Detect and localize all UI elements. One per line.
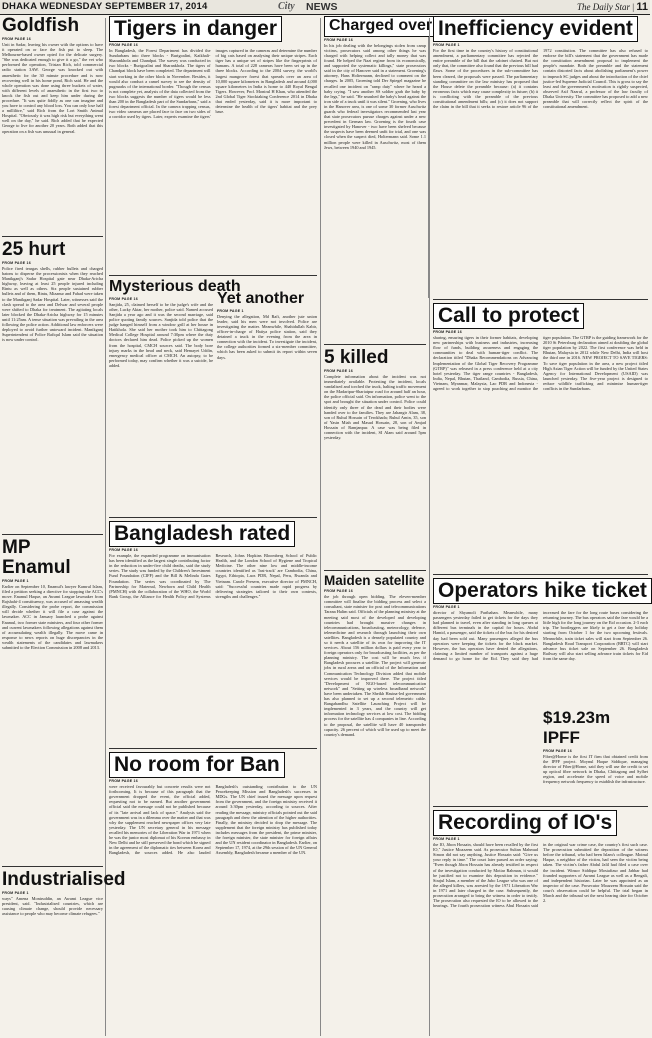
section-name: NEWS (306, 1, 338, 13)
byline: FROM PAGE 16 (324, 589, 353, 594)
article-no-room-for-ban (109, 752, 317, 1036)
article-yet-another (217, 279, 317, 514)
byline: FROM PAGE 16 (543, 749, 572, 753)
article-25-hurt (2, 240, 103, 532)
byline: FROM PAGE 16 (2, 260, 31, 265)
headline: Tigers in danger (109, 16, 282, 42)
article-body: the job through open bidding. The eleven-member committee will finalise the bidding process and select a consultant, state minister for post and telecommunications Tarana Halim said. Officials of the planning ministry at the meeting said most of the developed and developing countries had brought massive changes in telecommunications, broadcasting, meteorology, defence, telemedicine and research through launching their own satellites. Bangladesh is a densely populated country and so it needs a satellite of its own for improving the IT services. About 156 million dollars is paid every year to foreign operators only for broadcasting facilities, as per the planning ministry. The cost will be much less if Bangladesh procures a satellite. The project will generate jobs in rural areas and an official of the Information and Communication Technology Division added that mobile services would be improved there. The project titled "Development of NGO-based telecommunication network" and "Setting up wireless broadband network" have been undertaken. The Sheikh Hasina-led government has also planned to set up a second telemetric cable. Bangabandhu Satellite Launching Project will be implemented in 3 years, and the country will get information technology services at low cost. The bidding process for the satellite has 4 companies in line. According to the proposal, the satellite will have 40 transponder capacity. 26 percent of which will be used up to meet the country's demand. (324, 594, 426, 737)
column-rule (320, 18, 321, 1036)
article-tigers-in-danger (109, 16, 317, 272)
article-call-to-protect (433, 303, 648, 571)
divider (109, 275, 317, 276)
headline: Mysterious death (109, 278, 241, 295)
divider (433, 299, 648, 300)
city-logo: City (278, 1, 295, 12)
article-body: were received favourably but concrete results were not forthcoming. It is because of this paragraph that the government dropped the event, the official added, requesting not to be named. But another government official said the message could not be published because of its "late arrival and lack of space." Analysts said the government was in a dilemma over the matter and that was why the supplement reached newspaper offices very late yesterday. The UN secretary general in his message recalled his memories of the Liberation War in 1971 when he was the junior most diplomat of his Korean embassy in New Delhi and he still preserved the bond which he signed in the agreement of the diplomatic ties between Korea and Bangladesh, the sources added. He also lauded Bangladesh's outstanding contribution to the UN Peacekeeping Mission and Bangladesh's successes in MDGs. The UN chief issued the message upon request from the government, and the foreign ministry received it around 3:30pm yesterday, according to sources. After reading the message, ministry officials pointed out the said paragraph and drew the attention of the higher authorities. Finally, the ministry decided to drop the message. The supplement that the foreign ministry has published today includes messages from the president, the prime minister, the foreign minister, the state minister for foreign affairs and the UN resident coordinator in Bangladesh. Earlier, on September 17, 1974, at the 29th session of the UN General Assembly, Bangladesh became a member of the UN. (109, 784, 317, 856)
byline: FROM PAGE 1 (217, 308, 244, 313)
article-charged-over (324, 16, 433, 341)
divider (324, 344, 426, 345)
article-body: In Bangladesh, the Forest Department has divided the Sundarbans into three blocks - Burigoalini, Kaikhali-Sharankhola and Chandpai. The survey was conducted in two blocks - Burigoalini and Sharankhola. The tigers of Chandpai block have been completed. The department will start working in the other block in November. Besides, it would also conduct a camel survey to see the density of pugmarks of the international border. "Though the census is not complete yet, analysis of the data collected from the two blocks suggests the number of tigers would be less than 200 in the Bangladesh part of the Sundarbans," said a forest department official. In the camera trapping census, two video cameras are placed face to face on two sides of a corridor used by tigers. Later, experts examine the tigers' images captured in the cameras and determine the number of big cats based on analysing their unique stripes. Each tiger has a unique set of stripes like the fingerprints of humans. A total of 228 cameras have been set up in the three blocks. According to the 2004 survey, the world's largest mangrove forest that spreads over an area of 10,000 square kilometres in Bangladesh and around 4,000 square kilometres in India is home to 440 Royal Bengal Tigers. However, Prof. Monirul H Khan, who attended the 2nd Global Tiger Stocktaking Conference 2014 in Dhaka that ended yesterday, said it is more important to determine the health of the tigers' habitat and the prey base. (109, 48, 317, 120)
divider (109, 517, 317, 518)
article-body: Police fired teargas shells, rubber bullets and charged batons to disperse the processionists when they reached Manikganj's Sadar Hospital gate near Dhaka-Aricha highway, leaving at least 25 people injured including Rintu as well as others. Six people sustained rubber bullets and of them, Rintu, Mizanur and Fahad were taken to the Manikganj Sadar Hospital. Later, witnesses said the clash spread to the area and Delwar and several people were shifted to Dhaka for treatment. The agitating locals later blocked the Dhaka-Aricha highway for 15 minutes until 11:25am. A tense situation was prevailing in the area following the police action. Additional law enforcers were deployed to avoid further untoward incident. Manikganj Superintendent of Police Rafiqul Islam said the situation is now under control. (2, 265, 103, 343)
byline: FROM PAGE 1 (433, 605, 460, 610)
article-body: the IO, Jibon Hossain, should have been recalled by the first IO," Justice Moazzem said. As prosecutor Sultan Mahmud Simon did not say anything, Justice Hossain said: "Give us your reply in time." The court later passed an order saying: "Even though Jibon Hossain has already testified in respect of the investigation conducted by Motiar Rahman, it would be justified not to examine this deposition in evidence." Sirajul Islam, a member of the Jubo League who was one of the alleged killers, was arrested by the 1971 Liberation War in 1971 and later charged in the case. Subsequently, the prosecution arranged to bring the witness in order to testify. The prosecution also requested the IO to be allowed to the hearings. The fourth prosecution witness Abul Hossain said in the original war crime case, the country's first such case. The prosecution submitted the deposition of the witness before the tribunal, who had been Islam's colleague. Moinul Haque, a neighbor of the victim, had seen the victim being taken. The victim's father Abdul Jalil had filed a case over the incident. Winsor Siddiqur Mostafizur and Jabbar had founded supporters of Awami League as well as a Bengali, and independent historian. Later he was appointed as an inspector of the case. Prosecutor Moazzem Hossain said the court's observation could be helpful. The trial began in March and the tribunal set the next hearing date for October 2. (433, 842, 648, 909)
byline: FROM PAGE 16 (109, 779, 138, 784)
divider (433, 574, 648, 575)
byline: FROM PAGE 1 (2, 578, 29, 583)
headline: 5 killed (324, 347, 389, 368)
headline: Recording of IO's (433, 810, 617, 836)
article-body: In his job dealing with the belongings stolen from camp victims, prosecutors said among other things he was charged with helping collect and tally money that was found. He helped the Nazi regime from its economically, and supported the systematic killings," state prosecutors said in the city of Hanover said in a statement. Groening's attorney, Hans Holtermann, declined to comment on the charges. In 2005, Groening told Der Spiegel magazine he recalled one incident on "ramp duty" where he heard a baby crying. "I saw another SS soldier grab the baby by the legs," he said. "He smashed the baby's head against the iron side of a truck until it was silent." Groening, who lives in the Hanover area, is one of some 30 former Auschwitz guards who federal investigators recommended last year that state prosecutors pursue charges against under a new precedent in German law. Groening is the fourth case investigated by Hanover - two have been shelved because the suspects have been deemed unfit for trial, and one was closed when the suspect died, Holtermann said. Some 1.1 million people were killed in Auschwitz, most of them Jews, between 1940 and 1945. (324, 42, 426, 150)
article-body: Fiber@Home is the first IT firm that obtained credit from the IPFF project. Moynul Haque Siddique, managing director of Fiber@Home, said they will use the credit to set up optical fibre network in Dhaka, Chittagong and Sylhet region, and accelerate the speed of voice and mobile frequency network frequency to establish the infrastructure. (543, 754, 648, 785)
byline: FROM PAGE 16 (2, 36, 31, 41)
article-body: ways" Amena Moniruddin, an Awami League vice president, said. "Industrialised countries, which are causing climate change, should provide necessary assistance to people who may become climate refugees." (2, 895, 103, 917)
article-body: Unit in Sadar, leaving his owner with the options to have it operated on or face the fish put to sleep. The Melbourne-based owner opted for the delicate surgery. "She was dedicated enough to give it a go," the vet who performed the operation, Tristan Rich, told commercial radio station 3AW. George was knocked out with anaesthetic for the 30 minute procedure and is now recovering well in his home pond, Rich said. He and the whole operation was done using three buckets of water, with different levels of anaesthetic in the first two to knock the fish out and keep him under during the procedure. "It was quite fiddly as one can imagine and you have to control any blood loss. You can only lose half a millilitre," said Rich from the Lort Smith Animal Hospital. "Obviously it was high risk but everything went well on the day," he said. Rich added that he expected George to live for another 20 years. Both added that this operation on a fish was unusual in general. (2, 41, 103, 134)
headline: Call to protect (433, 303, 584, 329)
article-inefficiency-evident (433, 16, 648, 296)
article-5-killed (324, 348, 426, 568)
article-body: Earlier on September 10, Enamul's lawyer Kamrul Islam, filed a petition seeking a directive for stopping the ACC's move. Enamul Haque, an Awami League lawmaker from Rajshahi-4 constituency, was accused of amassing wealth illegally. Considering the probe report, the commission will decide whether it will file a case against the lawmaker. ACC in January launched a probe against Enamul, two former state ministers, and four other former and current lawmakers following allegations against them of accumulating wealth illegally. The move came in response to news reports on huge discrepancies in the wealth statements of the candidates and lawmakers submitted to the Election Commission in 2008 and 2013. (2, 583, 103, 650)
article-body: For the first time in the country's history of constitutional amendment, a parliamentary committee has rejected the entire preamble of the bill that the cabinet chaired. But not only that, the committee also found that the previous bill had flaws. Some of the procedures in the sub-committee has been cleared, the proposals were passed. The parliamentary standing committee on the law ministry has proposed that the House delete the preamble because: (a) it contains erroneous facts which may cause complexity in future; (b) it is conflicting with the preamble of the previous constitutional amendment bills; and (c) it does not support the claim in the bill that it seeks to restore article 96 of the 1972 constitution. The committee has also refused to endorse the bill's statement that the government has made the constitution amendment proposal to implement the people's mandate. Both the preamble and the statement contain distorted facts about abolishing parliament's power to impeach SC judges and about the introduction of the chief justice-led Supreme Judicial Council. This is gross to say the least and the government's motivation is rightly suspected, observed Asif Nazrul, a professor of the law faculty of Dhaka University. The committee has proposed to add a new preamble that will correctly reflect the spirit of the constitutional amendment. (433, 48, 648, 110)
article-body: director of Shyamoli Paribahan. Meanwhile, many passengers yesterday failed to get tickets for the days they had planned to travel, even after standing in long queues at different bus terminals in the capital for hours. Abdul Hamid, a passenger, said the tickets of the bus for his desired day had been sold out. Many passengers alleged the bus operators were keeping the tickets for the black market. However, the bus operators have denied the allegations, claiming a limited number of transports against a huge demand to go home for the Eid. They said they had increased the fare for the long route buses considering the returning journey. The bus operators said the fare would be a little high for the long journey on the Eid occasion. 2-3 each trip. The bootleggers are likely to get a fare day holiday starting from October 1 for the two upcoming festivals. Meanwhile, train ticket sales will start from September 26. Bangladesh Road Transport Corporation (BRTC) will start advance bus ticket sale on September 26. Bangladesh Railway will also start selling advance train tickets for Eid from the same day. (433, 610, 648, 661)
headline: Bangladesh rated (109, 521, 295, 547)
headline: MP Enamul (2, 537, 71, 578)
article-operators-hike-ticket (433, 578, 648, 706)
headline: $19.23m IPFF (543, 708, 611, 747)
article-maiden-satellite (324, 574, 426, 1036)
article-mysterious-death (109, 278, 241, 514)
byline: FROM PAGE 16 (109, 296, 138, 301)
paper-and-page: The Daily Star | 11 (577, 1, 648, 13)
article-recording-of-ios (433, 810, 648, 1036)
byline: FROM PAGE 1 (433, 43, 460, 48)
headline: Inefficiency evident (433, 16, 638, 42)
divider (2, 534, 103, 535)
article-body: Sanjida, 25, claimed herself to be the judge's wife and the other, Lucky Aktar, her mother, police said. Named accused Sanjida a year ago and it was the second marriage, said police quoting family sources. Sanjida told police that the judge hanged himself from a window grill at her house in Hatikhola. She said her mother took him to Chittagong Medical College Hospital around 7:30pm where the duty doctors declared him dead. Police picked up the women from the hospital, CMCH sources said. The body bore injury marks in the head and neck, said Hemayet Uddin, emergency medical officer at CMCH. An autopsy, to be performed today, may confirm whether it was a suicide, he added. (109, 301, 213, 368)
article-body: sharing, ensuring tigers in their former habitats, developing new partnerships with business and industries, increasing flow of funds, building awareness and engaging the communities to deal with human-tiger conflict. The declaration titled "Dhaka Recommendations on Advancing Implementation of the Global Tiger Recovery Programme (GTRP)" was released in a press conference held at a city hotel yesterday. The tiger range countries - Bangladesh, India, Nepal, Bhutan, Thailand, Cambodia, Russia, China, Vietnam, Myanmar, Malaysia, Lao PDR and Indonesia - agreed to work together to stop poaching and monitor the tiger population. The GTRP is the guiding framework for the 2010 St Petersburg declaration aimed at doubling the global tiger population by 2022. The first conference was held in Bhutan, Malaysia in 2012 while New Delhi, India will host the third one in 2016. NEW PROJECT TO SAVE TIGERS: To save tiger population in the area, a new project titled High Asian Tiger Action will be funded by the United States Agency for International Development (USAID) was launched yesterday. The five-year project is designed to reduce wildlife trafficking and minimise human-tiger conflicts in the Sundarbans. (433, 335, 648, 391)
byline: FROM PAGE 16 (433, 330, 462, 335)
headline: 25 hurt (2, 239, 66, 260)
paper-name: The Daily Star (577, 2, 631, 12)
headline: Goldfish (2, 15, 80, 36)
article-body: For example, the expanded programme on immunisation has been identified as the largest single contributing factor in the reduction in under-five child deaths, said the study series. The study was funded by the Children's Investment Fund Foundation (CIFF) and the Bill & Melinda Gates Foundation. The series was coordinated by The Partnership for Maternal, Newborn and Child Health (PMNCH) with the collaboration of the WHO, the World Bank Group, the Alliance for Health Policy and Systems Research, Johns Hopkins Bloomberg School of Public Health, and the London School of Hygiene and Tropical Medicine. The other nine low and middle-income countries identified as 'fast-track' are Cambodia, China, Egypt, Ethiopia, Laos PDR, Nepal, Peru, Rwanda and Vietnam. Carole Presern, executive director of PMNCH, said: "Successful countries made rapid progress by delivering strategies tailored to their own contexts, strengths and challenges." (109, 553, 317, 599)
divider (433, 806, 648, 807)
headline: Operators hike ticket (433, 578, 652, 604)
masthead-dateline: DHAKA WEDNESDAY SEPTEMBER 17, 2014 (2, 1, 208, 12)
byline: FROM PAGE 16 (109, 43, 138, 48)
article-goldfish (2, 16, 103, 234)
article-mp-enamul (2, 538, 103, 864)
byline: FROM PAGE 16 (324, 368, 353, 373)
headline: Yet another (217, 290, 305, 307)
article-bangladesh-rated (109, 521, 317, 745)
divider (2, 866, 103, 867)
page-number: 11 (636, 1, 648, 13)
article-body: Complete information about the incident was not immediately available. Protesting the incident, locals vandalised and torched the truck, halting traffic movement on the Madaripur-Shariatpur road for around half an hour, the police official said. On information, police went to the spot and brought the situation under control. Police could identify only three of the dead and their bodies were handed over to the families. They are Jahangir Alam, 38, son of Ruhul Hossain of Terokhada; Ruhul Amin, 35, son of Yasin Miah and Masud Hossain, 28, son of Amjad Hossain of Ramjanpur. A case was being filed in connection with the incident, SI Alam said around 5pm yesterday. (324, 373, 426, 441)
byline: FROM PAGE 1 (2, 890, 29, 895)
article-industrialised (2, 869, 126, 1036)
column-rule (429, 18, 430, 1036)
byline: FROM PAGE 16 (109, 548, 138, 553)
divider (324, 570, 426, 571)
headline: Industrialised (2, 869, 126, 890)
headline: Charged over (324, 16, 437, 37)
article-ipff (543, 708, 648, 804)
divider (2, 236, 103, 237)
divider (109, 748, 317, 749)
headline: Maiden satellite (324, 573, 425, 588)
masthead (0, 0, 650, 15)
headline: No room for Ban (109, 752, 285, 778)
article-body: Denying the allegation, Md Rafi, another jute union leader, said his men were not involved. Police are investigating the matter. Meanwhile, Shahidullah Kabir, officer-in-charge of Hatiya police station, said they detained a truck in the evening from the area in connection with the incident. To investigate the incident, the college authorities formed a six-member committee, which has been asked to submit its report within seven days. (217, 313, 317, 360)
byline: FROM PAGE 16 (324, 37, 353, 42)
byline: FROM PAGE 1 (433, 837, 460, 842)
